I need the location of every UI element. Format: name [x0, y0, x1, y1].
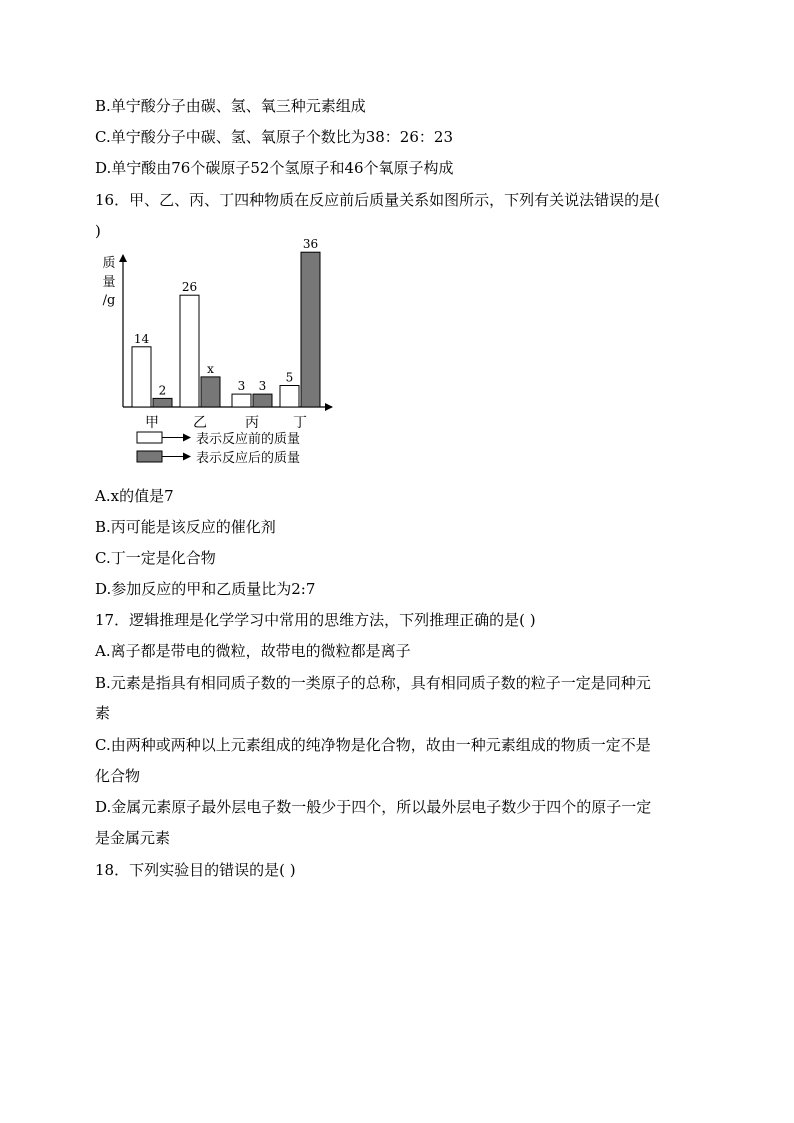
x-tick-label: 丁 [293, 415, 307, 431]
bar-data-label: 3 [237, 379, 246, 394]
bar-after-reaction [301, 252, 320, 407]
bar-after-reaction [253, 394, 272, 407]
q18-stem: 18．下列实验目的错误的是( ) [95, 861, 296, 879]
q15-option-b: B.单宁酸分子由碳、氢、氧三种元素组成 [95, 97, 366, 115]
bar-before-reaction [180, 295, 199, 407]
q17-option-d: D.金属元素原子最外层电子数一般少于四个，所以最外层电子数少于四个的原子一定 [95, 798, 652, 816]
bar-data-label: 36 [302, 237, 319, 252]
bar-before-reaction [232, 394, 251, 407]
q16-stem-continuation: ) [95, 222, 101, 240]
legend-swatch [137, 432, 162, 443]
bar-before-reaction [132, 347, 151, 407]
legend-label: 表示反应前的质量 [196, 432, 301, 447]
bar-data-label: 2 [158, 383, 167, 398]
bar-before-reaction [280, 386, 299, 408]
x-tick-label: 甲 [145, 415, 159, 431]
q16-stem: 16．甲、乙、丙、丁四种物质在反应前后质量关系如图所示，下列有关说法错误的是( [95, 191, 660, 209]
y-axis-label-char: 量 [102, 275, 116, 290]
bar-data-label: 14 [133, 331, 150, 346]
x-tick-label: 丙 [245, 415, 259, 431]
q17-option-c: C.由两种或两种以上元素组成的纯净物是化合物，故由一种元素组成的物质一定不是 [95, 736, 651, 754]
y-axis-label-char: /g [102, 293, 116, 308]
x-tick-label: 乙 [193, 415, 207, 431]
legend-label: 表示反应后的质量 [196, 451, 301, 466]
y-axis-label-char: 质 [102, 256, 116, 271]
q16-option-b: B.丙可能是该反应的催化剂 [95, 518, 276, 536]
q17-option-b: B.元素是指具有相同质子数的一类原子的总称，具有相同质子数的粒子一定是同种元 [95, 674, 651, 692]
legend-swatch [137, 451, 162, 462]
q17-option-c-continuation: 化合物 [95, 767, 141, 785]
bar-data-label: 5 [285, 370, 294, 385]
bar-after-reaction [153, 398, 172, 407]
q16-option-a: A.x的值是7 [95, 487, 174, 505]
bar-data-label: 26 [181, 280, 198, 295]
q17-stem: 17．逻辑推理是化学学习中常用的思维方法，下列推理正确的是( ) [95, 611, 536, 629]
mass-bar-chart [90, 237, 350, 475]
q17-option-b-continuation: 素 [95, 704, 111, 722]
bar-data-label: x [207, 361, 214, 376]
q17-option-d-continuation: 是金属元素 [95, 829, 171, 847]
q15-option-d: D.单宁酸由76个碳原子52个氢原子和46个氧原子构成 [95, 159, 454, 177]
q15-option-c: C.单宁酸分子中碳、氢、氧原子个数比为38：26：23 [95, 128, 453, 146]
q16-option-d: D.参加反应的甲和乙质量比为2:7 [95, 580, 316, 598]
q16-option-c: C.丁一定是化合物 [95, 549, 216, 567]
q17-option-a: A.离子都是带电的微粒，故带电的微粒都是离子 [95, 642, 411, 660]
bar-after-reaction [201, 377, 220, 407]
bar-data-label: 3 [258, 379, 267, 394]
